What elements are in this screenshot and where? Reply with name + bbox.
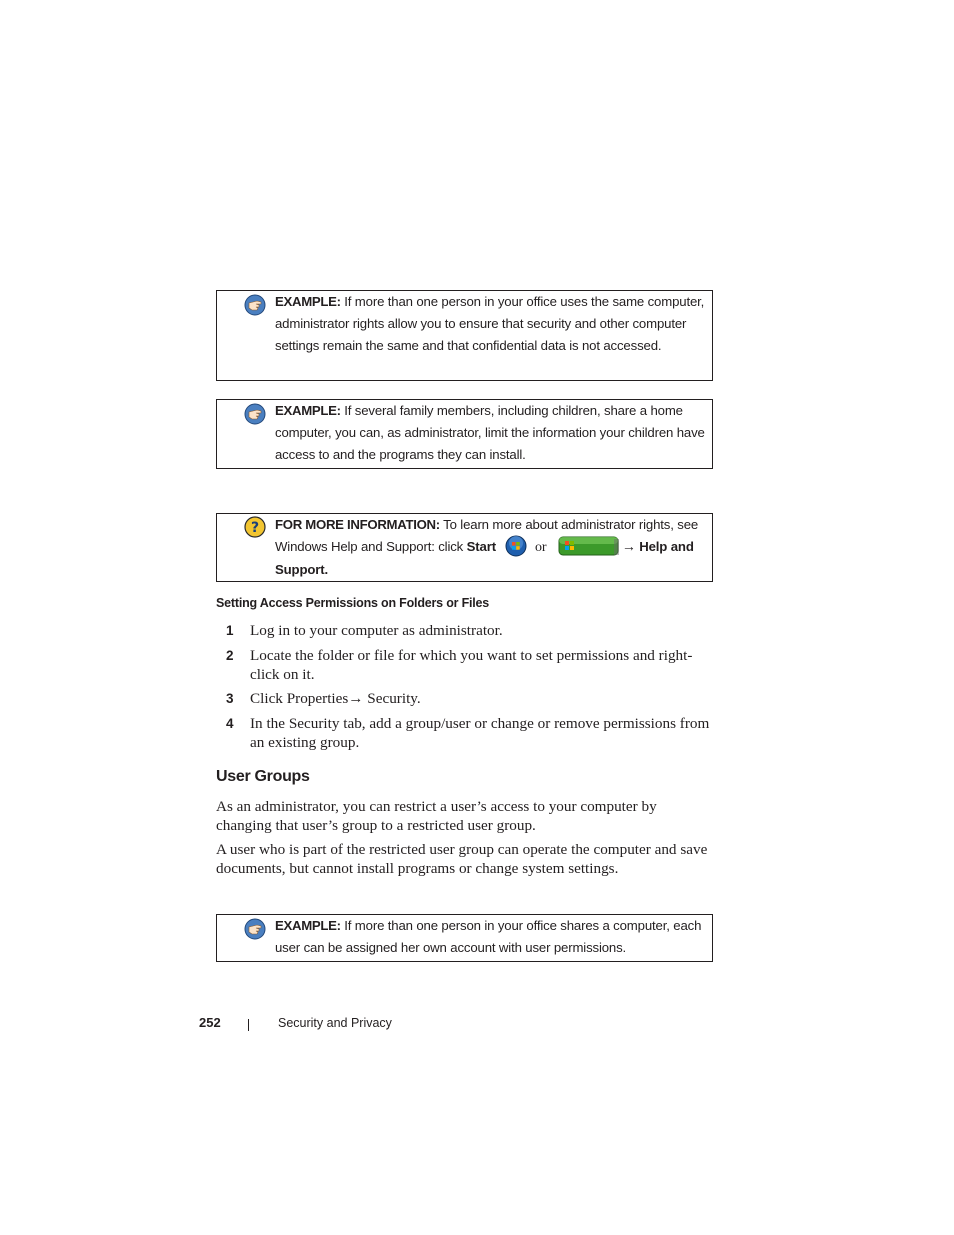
pointing-hand-icon	[244, 918, 266, 940]
svg-text:?: ?	[250, 520, 260, 536]
step-text: In the	[250, 715, 289, 732]
callout-text: If more than one person in your office shares a computer, each user can be assigned her own account with user permissions.	[275, 918, 702, 955]
user-groups-heading: User Groups	[216, 768, 310, 785]
windows-xp-start-button-icon	[558, 535, 620, 557]
step-text: Log in to your computer as administrator.	[250, 622, 503, 639]
pointing-hand-icon	[244, 294, 266, 316]
callout-label: FOR MORE INFORMATION:	[275, 517, 440, 532]
user-groups-paragraph-1: As an administrator, you can restrict a user’s access to your computer by changing that user’s group to a restricted user group.	[216, 798, 657, 834]
footer-divider	[248, 1019, 249, 1031]
arrow-symbol: →	[621, 540, 636, 555]
example-callout-2	[216, 399, 713, 469]
step-number: 4	[226, 716, 234, 731]
example-callout-3	[216, 914, 713, 962]
subheading-access-permissions: Setting Access Permissions on Folders or Files	[216, 596, 490, 610]
callout-label: EXAMPLE:	[275, 294, 341, 309]
step-number: 2	[226, 648, 234, 663]
security-label: Security	[367, 690, 417, 707]
example-callout-1	[216, 290, 713, 381]
properties-label: Properties	[286, 690, 349, 707]
callout-text: If several family members, including children, share a home computer, you can, as administrator, limit the information your children have access to and the programs they can install.	[275, 403, 705, 462]
callout-text: If more than one person in your office uses the same computer, administrator rights allow you to ensure that security and other computer settings remain the same and that confidential data is not accessed.	[275, 294, 705, 353]
windows-start-orb-icon	[505, 535, 527, 557]
step-text: .	[416, 690, 421, 707]
start-label: Start	[466, 539, 496, 554]
callout-label: EXAMPLE:	[275, 918, 341, 933]
footer-section-title: Security and Privacy	[278, 1016, 392, 1030]
step-text: tab, add a group/user or change or remove permissions from an existing group.	[250, 715, 710, 751]
pointing-hand-icon	[244, 403, 266, 425]
step-number: 3	[226, 691, 234, 706]
security-tab-label: Security	[288, 715, 340, 732]
callout-label: EXAMPLE:	[275, 403, 341, 418]
page-number: 252	[199, 1015, 221, 1030]
user-groups-paragraph-2: A user who is part of the restricted user group can operate the computer and save documents, but cannot install programs or change system settings.	[216, 841, 708, 877]
step-text: Locate the folder or file for which you want to set permissions and right-click on it.	[250, 647, 693, 683]
callout-text: To learn more about administrator rights, see Windows Help and Support: click	[275, 517, 699, 554]
step-number: 1	[226, 623, 234, 638]
more-information-callout	[216, 513, 713, 582]
step-text: Click	[250, 690, 287, 707]
arrow-symbol: →	[348, 690, 368, 707]
or-text: or	[534, 540, 547, 555]
help-and-support-label: Help and Support.	[275, 539, 694, 577]
question-mark-icon	[244, 516, 266, 538]
